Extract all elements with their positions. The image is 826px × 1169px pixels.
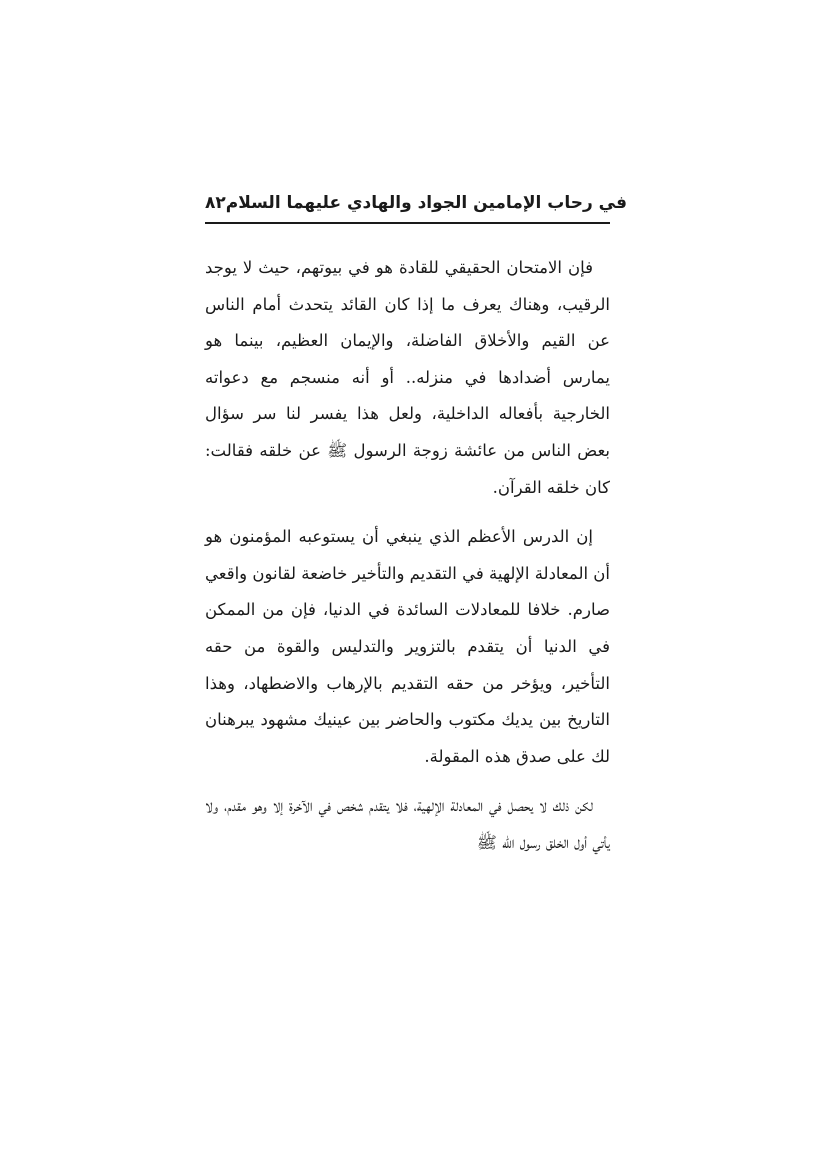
paragraph-3: لكن ذلك لا يحصل في المعادلة الإلهية، فلا يتقدم شخص في الآخرة إلا وهو مقدم، ولا يأتي أول الخلق رسول الله ﷺ: [205, 796, 610, 852]
body-text: [205, 250, 610, 862]
paragraph-2: إن الدرس الأعظم الذي ينبغي أن يستوعبه المؤمنون هو أن المعادلة الإلهية في التقديم والتأخير خاضعة لقانون واقعي صارم. خلافا للمعادلات السائدة في الدنيا، فإن من الممكن في الدنيا أن يتقدم بالتزوير والتدليس والقوة من حقه التأخير، ويؤخر من حقه التقديم بالإرهاب والاضطهاد، وهذا التاريخ بين يديك مكتوب والحاضر بين عينيك مشهود يبرهنان لك على صدق هذه المقولة.: [205, 527, 610, 766]
header-divider: [205, 222, 610, 224]
running-header-title: في رحاب الإمامين الجواد والهادي عليهما السلام: [225, 193, 628, 213]
page-number: ٨٢: [205, 193, 226, 213]
running-header: [205, 188, 628, 218]
paragraph-1: فإن الامتحان الحقيقي للقادة هو في بيوتهم، حيث لا يوجد الرقيب، وهناك يعرف ما إذا كان القائد يتحدث أمام الناس عن القيم والأخلاق الفاضلة، والإيمان العظيم، بينما هو يمارس أضدادها في منزله.. أو أنه منسجم مع دعواته الخارجية بأفعاله الداخلية، ولعل هذا يفسر لنا سر سؤال بعض الناس من عائشة زوجة الرسول ﷺ عن خلقه فقالت: كان خلقه القرآن.: [205, 258, 610, 497]
